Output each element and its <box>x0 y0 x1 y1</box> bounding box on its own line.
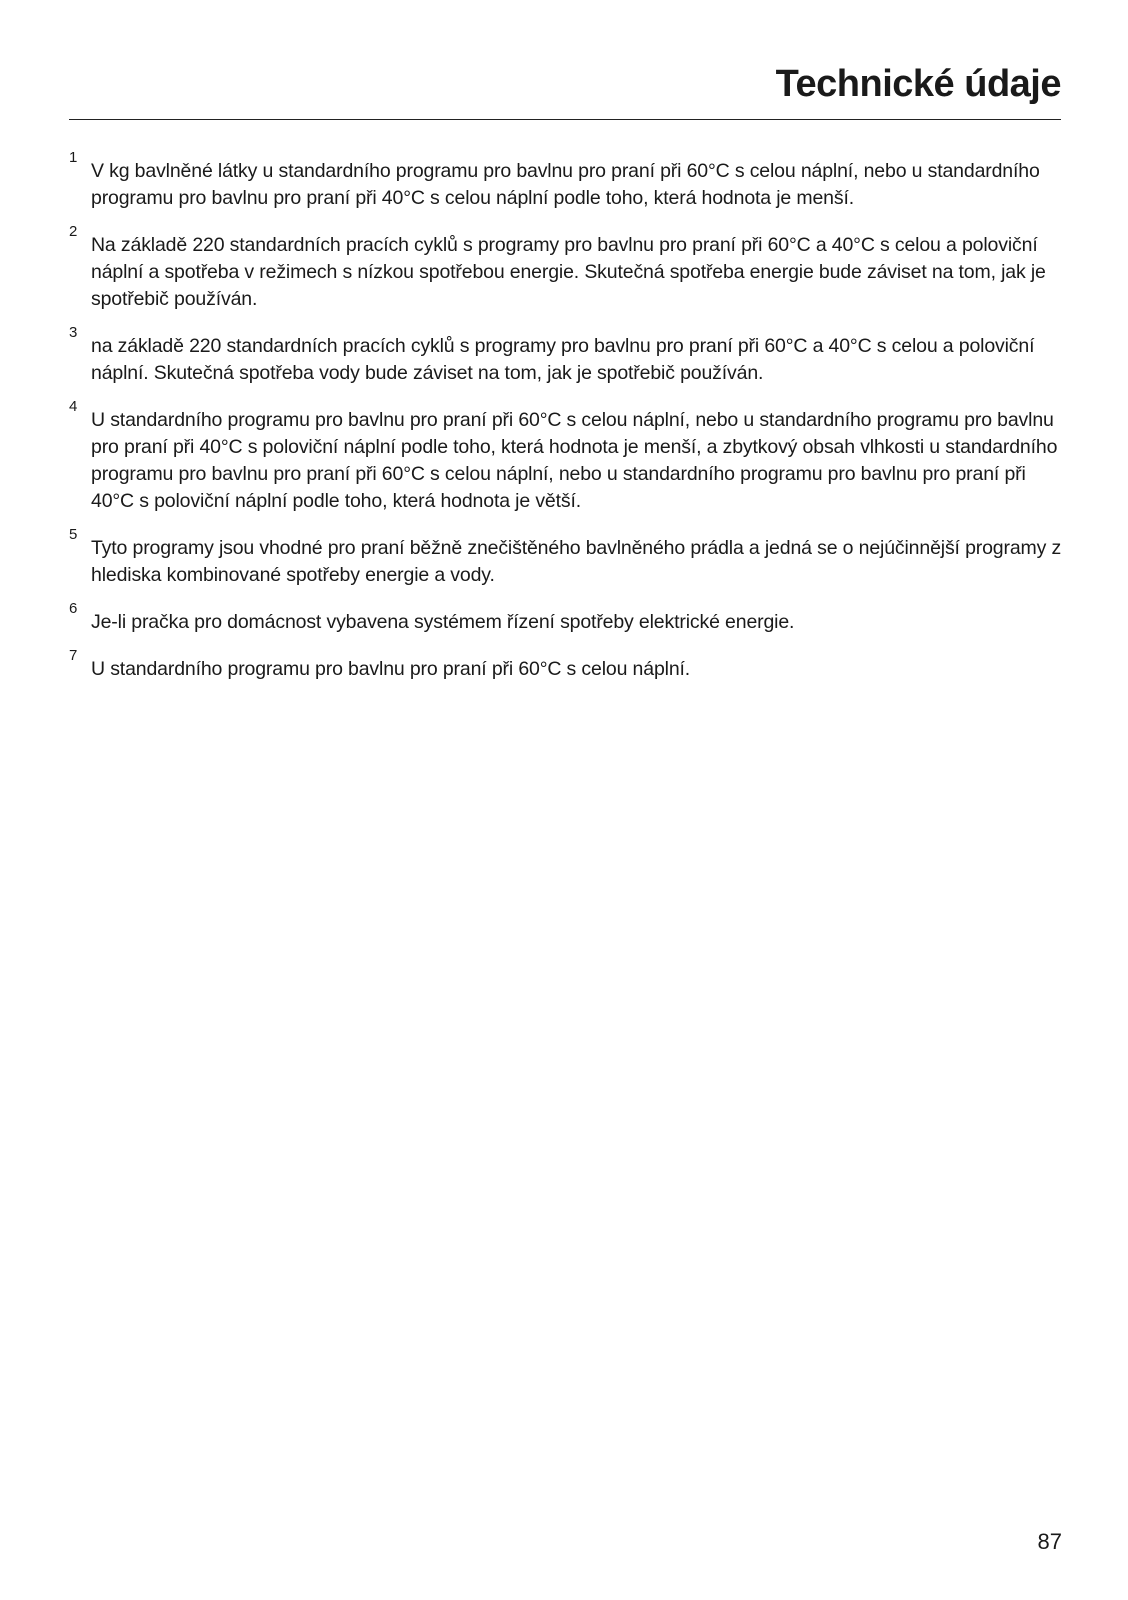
footnote-6 <box>69 601 1069 636</box>
footnote-5 <box>69 527 1069 589</box>
footnote-text: Je-li pračka pro domácnost vybavena systémem řízení spotřeby elektrické energie. <box>91 611 795 633</box>
footnote-number: 2 <box>69 223 78 240</box>
footnote-3 <box>69 325 1069 387</box>
title-divider <box>69 119 1061 120</box>
footnote-number: 1 <box>69 149 78 166</box>
footnote-text: V kg bavlněné látky u standardního programu pro bavlnu pro praní při 60°C s celou náplní, nebo u standardního programu pro bavlnu pro praní při 40°C s celou náplní podle toho, která hodnota je menší. <box>91 160 1040 209</box>
footnote-number: 6 <box>69 600 78 617</box>
footnote-number: 5 <box>69 526 78 543</box>
footnote-7 <box>69 648 1069 683</box>
footnote-text: U standardního programu pro bavlnu pro praní při 60°C s celou náplní. <box>91 658 691 680</box>
footnote-list <box>69 150 1069 695</box>
footnote-4 <box>69 399 1069 515</box>
footnote-number: 3 <box>69 324 78 341</box>
footnote-text: Tyto programy jsou vhodné pro praní běžně znečištěného bavlněného prádla a jedná se o nejúčinnější programy z hlediska kombinované spotřeby energie a vody. <box>91 537 1062 586</box>
footnote-text: U standardního programu pro bavlnu pro praní při 60°C s celou náplní, nebo u standardního programu pro bavlnu pro praní při 40°C s poloviční náplní podle toho, která hodnota je menší, a zbytkový obsah vlhkosti u standardního programu pro bavlnu pro praní při 60°C s celou náplní, nebo u standardního programu pro bavlnu pro praní při 40°C s poloviční náplní podle toho, která hodnota je větší. <box>91 409 1058 512</box>
footnote-number: 7 <box>69 647 78 664</box>
footnote-text: na základě 220 standardních pracích cyklů s programy pro bavlnu pro praní při 60°C a 40°C s celou a poloviční náplní. Skutečná spotřeba vody bude záviset na tom, jak je spotřebič používán. <box>91 335 1035 384</box>
footnote-text: Na základě 220 standardních pracích cyklů s programy pro bavlnu pro praní při 60°C a 40°C s celou a poloviční náplní a spotřeba v režimech s nízkou spotřebou energie. Skutečná spotřeba energie bude záviset na tom, jak je spotřebič používán. <box>91 234 1046 310</box>
page-title: Technické údaje <box>775 63 1061 105</box>
footnote-number: 4 <box>69 398 78 415</box>
footnote-2 <box>69 224 1069 313</box>
footnote-1 <box>69 150 1069 212</box>
page-number: 87 <box>1037 1529 1062 1554</box>
